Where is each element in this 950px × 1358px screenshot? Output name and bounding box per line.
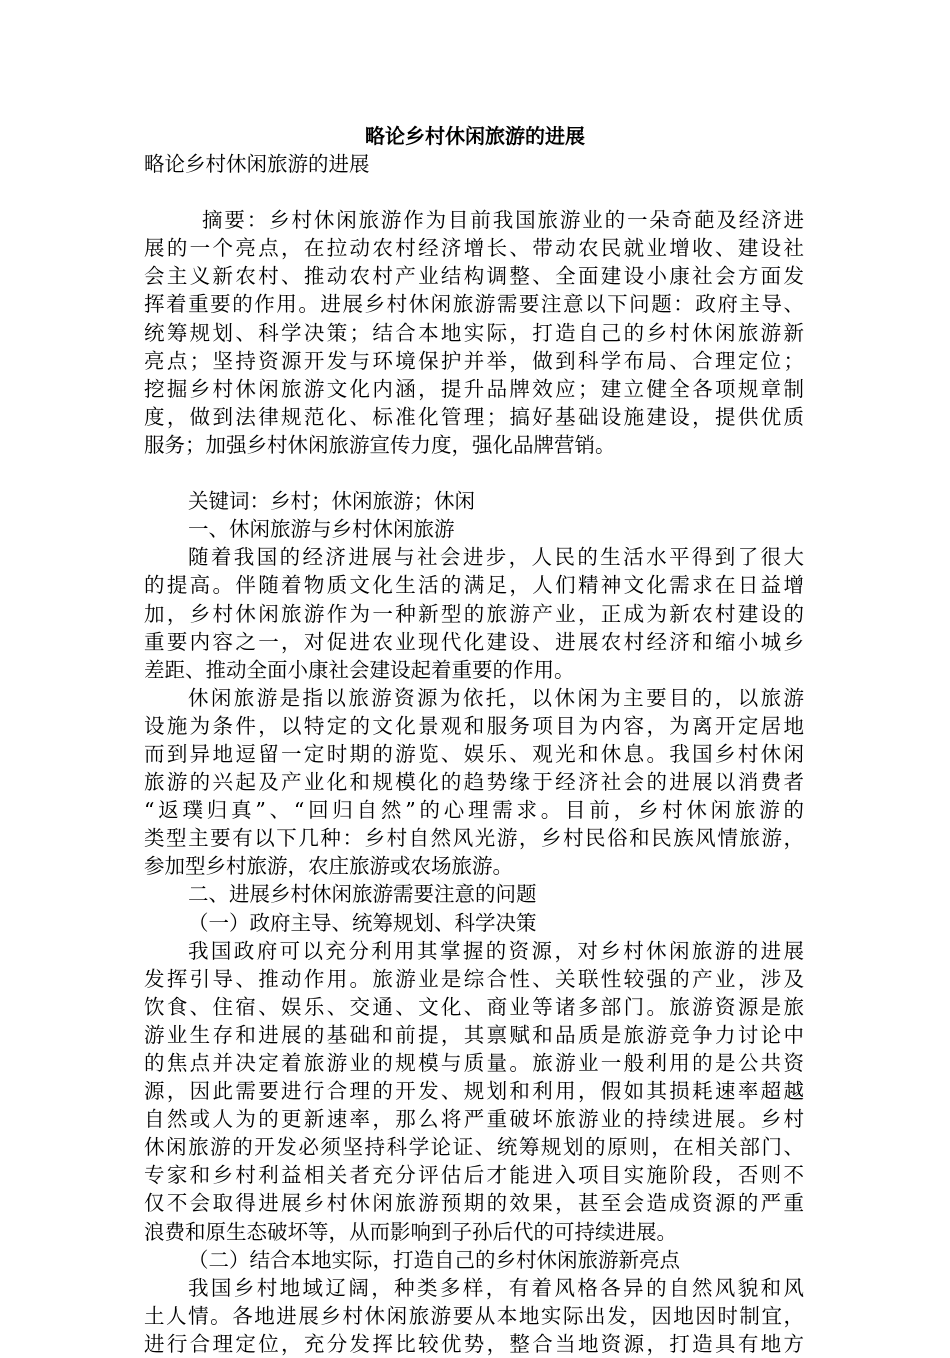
text-line: 休闲旅游是指以旅游资源为依托，以休闲为主要目的，以旅游: [188, 685, 804, 710]
text-line: 挥着重要的作用。进展乡村休闲旅游需要注意以下问题：政府主导、: [144, 292, 804, 317]
text-line: 的提高。伴随着物质文化生活的满足，人们精神文化需求在日益增: [144, 573, 804, 598]
text-line: 我国乡村地域辽阔，种类多样，有着风格各异的自然风貌和风: [188, 1275, 804, 1300]
text-line: 设施为条件，以特定的文化景观和服务项目为内容，为离开定居地: [144, 713, 804, 738]
text-line: （一）政府主导、统筹规划、科学决策: [188, 910, 537, 935]
text-line: 摘要：乡村休闲旅游作为目前我国旅游业的一朵奇葩及经济进: [202, 208, 804, 233]
text-line: 会主义新农村、推动农村产业结构调整、全面建设小康社会方面发: [144, 264, 804, 289]
text-line: 统筹规划、科学决策；结合本地实际，打造自己的乡村休闲旅游新: [144, 320, 804, 345]
text-line: 发挥引导、推动作用。旅游业是综合性、关联性较强的产业，涉及: [144, 966, 804, 991]
text-line: 自然或人为的更新速率，那么将严重破坏旅游业的持续进展。乡村: [144, 1107, 804, 1132]
text-line: 仅不会取得进展乡村休闲旅游预期的效果，甚至会造成资源的严重: [144, 1191, 804, 1216]
text-line: 度，做到法律规范化、标准化管理；搞好基础设施建设，提供优质: [144, 404, 804, 429]
text-line: 休闲旅游的开发必须坚持科学论证、统筹规划的原则，在相关部门、: [144, 1135, 804, 1160]
text-line: 参加型乡村旅游，农庄旅游或农场旅游。: [144, 854, 513, 879]
text-line: 重要内容之一，对促进农业现代化建设、进展农村经济和缩小城乡: [144, 629, 804, 654]
text-line: 略论乡村休闲旅游的进展: [144, 152, 370, 176]
text-line: 服务；加强乡村休闲旅游宣传力度，强化品牌营销。: [144, 432, 616, 457]
text-line: 旅游的兴起及产业化和规模化的趋势缘于经济社会的进展以消费者: [144, 770, 804, 795]
text-line: 随着我国的经济进展与社会进步，人民的生活水平得到了很大: [188, 545, 804, 570]
text-line: 而到异地逗留一定时期的游览、娱乐、观光和休息。我国乡村休闲: [144, 741, 804, 766]
text-line: 我国政府可以充分利用其掌握的资源，对乡村休闲旅游的进展: [188, 938, 804, 963]
text-line: 加，乡村休闲旅游作为一种新型的旅游产业，正成为新农村建设的: [144, 601, 804, 626]
text-line: “返璞归真”、“回归自然”的心理需求。目前，乡村休闲旅游的: [144, 798, 804, 823]
text-line: 饮食、住宿、娱乐、交通、文化、商业等诸多部门。旅游资源是旅: [144, 994, 804, 1019]
text-line: 差距、推动全面小康社会建设起着重要的作用。: [144, 657, 575, 682]
text-line: 游业生存和进展的基础和前提，其禀赋和品质是旅游竞争力讨论中: [144, 1022, 804, 1047]
blank-line: [144, 178, 804, 206]
text-line: 挖掘乡村休闲旅游文化内涵，提升品牌效应；建立健全各项规章制: [144, 376, 804, 401]
text-line: 二、进展乡村休闲旅游需要注意的问题: [188, 882, 537, 907]
text-line: 展的一个亮点，在拉动农村经济增长、带动农民就业增收、建设社: [144, 236, 804, 261]
text-line: 亮点；坚持资源开发与环境保护并举，做到科学布局、合理定位；: [144, 348, 804, 373]
text-line: 类型主要有以下几种：乡村自然风光游，乡村民俗和民族风情旅游，: [144, 826, 804, 851]
blank-line: [144, 459, 804, 487]
text-line: 一、休闲旅游与乡村休闲旅游: [188, 517, 455, 542]
text-line: （二）结合本地实际，打造自己的乡村休闲旅游新亮点: [188, 1247, 680, 1272]
text-line: 土人情。各地进展乡村休闲旅游要从本地实际出发，因地因时制宜，: [144, 1303, 804, 1328]
text-line: 源，因此需要进行合理的开发、规划和利用，假如其损耗速率超越: [144, 1079, 804, 1104]
document-body: [144, 150, 804, 1358]
text-line: 关键词：乡村；休闲旅游；休闲: [188, 489, 475, 514]
text-line: 浪费和原生态破坏等，从而影响到子孙后代的可持续进展。: [144, 1219, 677, 1244]
document-title: 略论乡村休闲旅游的进展: [365, 124, 585, 148]
text-line: 的焦点并决定着旅游业的规模与质量。旅游业一般利用的是公共资: [144, 1051, 804, 1075]
text-line: 进行合理定位，充分发挥比较优势，整合当地资源，打造具有地方: [144, 1331, 804, 1356]
text-line: 专家和乡村利益相关者充分评估后才能进入项目实施阶段，否则不: [144, 1163, 804, 1188]
